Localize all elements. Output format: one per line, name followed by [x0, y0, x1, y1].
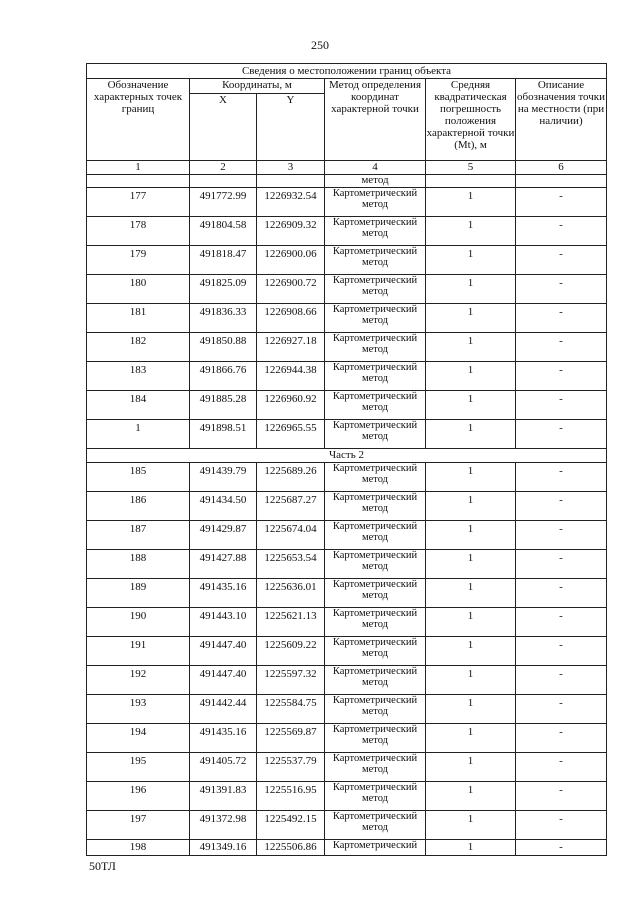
coord-y: 1226909.32: [257, 217, 325, 246]
description-cell: -: [516, 753, 607, 782]
empty-cell: [87, 175, 190, 188]
footer-code: 50ТЛ: [89, 859, 116, 873]
coord-y: 1226900.06: [257, 246, 325, 275]
column-number-row: [87, 161, 607, 175]
table-row: [87, 666, 607, 695]
method-cell: Картометрический метод: [325, 188, 426, 217]
column-number: 2: [190, 161, 257, 175]
method-cell: Картометрический метод: [325, 550, 426, 579]
accuracy-cell: 1: [426, 695, 516, 724]
method-cell: Картометрический метод: [325, 275, 426, 304]
method-cell: Картометрический метод: [325, 666, 426, 695]
coord-x: 491427.88: [190, 550, 257, 579]
point-number: 190: [87, 608, 190, 637]
description-cell: -: [516, 550, 607, 579]
accuracy-cell: 1: [426, 188, 516, 217]
coord-x: 491405.72: [190, 753, 257, 782]
coord-y: 1226908.66: [257, 304, 325, 333]
column-number: 6: [516, 161, 607, 175]
header-y: Y: [257, 94, 325, 161]
page-number: 250: [311, 38, 329, 52]
header-coordinates: Координаты, м: [190, 79, 325, 94]
description-cell: -: [516, 521, 607, 550]
accuracy-cell: 1: [426, 275, 516, 304]
coord-x: 491429.87: [190, 521, 257, 550]
header-designation: Обозначение характерных точек границ: [87, 79, 190, 161]
coord-x: 491349.16: [190, 840, 257, 856]
table-row: [87, 637, 607, 666]
description-cell: -: [516, 391, 607, 420]
method-cell: Картометрический метод: [325, 695, 426, 724]
accuracy-cell: 1: [426, 391, 516, 420]
coord-x: 491439.79: [190, 463, 257, 492]
point-number: 182: [87, 333, 190, 362]
description-cell: -: [516, 217, 607, 246]
coord-x: 491434.50: [190, 492, 257, 521]
point-number: 188: [87, 550, 190, 579]
header-description: Описание обозначения точки на местности (при наличии): [516, 79, 607, 161]
table-row: [87, 333, 607, 362]
point-number: 180: [87, 275, 190, 304]
description-cell: -: [516, 666, 607, 695]
point-number: 185: [87, 463, 190, 492]
coord-y: 1226932.54: [257, 188, 325, 217]
description-cell: -: [516, 637, 607, 666]
header-method: Метод определения координат характерной точки: [325, 79, 426, 161]
coord-y: 1225506.86: [257, 840, 325, 856]
method-cell: Картометрический метод: [325, 217, 426, 246]
table-row: [87, 275, 607, 304]
coord-y: 1225537.79: [257, 753, 325, 782]
table-row: [87, 811, 607, 840]
accuracy-cell: 1: [426, 362, 516, 391]
accuracy-cell: 1: [426, 550, 516, 579]
coord-x: 491447.40: [190, 637, 257, 666]
coord-y: 1225689.26: [257, 463, 325, 492]
method-cell: Картометрический: [325, 840, 426, 856]
table-row: [87, 695, 607, 724]
method-cell: Картометрический метод: [325, 521, 426, 550]
method-cell: Картометрический метод: [325, 333, 426, 362]
coord-x: 491804.58: [190, 217, 257, 246]
coord-x: 491372.98: [190, 811, 257, 840]
point-number: 191: [87, 637, 190, 666]
empty-cell: [257, 175, 325, 188]
header-x: X: [190, 94, 257, 161]
empty-cell: [426, 175, 516, 188]
table-row: [87, 550, 607, 579]
method-cell: Картометрический метод: [325, 463, 426, 492]
accuracy-cell: 1: [426, 782, 516, 811]
point-number: 194: [87, 724, 190, 753]
point-number: 181: [87, 304, 190, 333]
empty-cell: [516, 175, 607, 188]
method-cell: Картометрический метод: [325, 492, 426, 521]
coord-y: 1226900.72: [257, 275, 325, 304]
accuracy-cell: 1: [426, 666, 516, 695]
point-number: 1: [87, 420, 190, 449]
point-number: 178: [87, 217, 190, 246]
table-row: [87, 246, 607, 275]
table-row: [87, 782, 607, 811]
description-cell: -: [516, 333, 607, 362]
point-number: 183: [87, 362, 190, 391]
description-cell: -: [516, 275, 607, 304]
table-row: [87, 753, 607, 782]
accuracy-cell: 1: [426, 753, 516, 782]
description-cell: -: [516, 492, 607, 521]
accuracy-cell: 1: [426, 608, 516, 637]
table-row: [87, 217, 607, 246]
description-cell: -: [516, 811, 607, 840]
coord-x: 491772.99: [190, 188, 257, 217]
coord-y: 1225597.32: [257, 666, 325, 695]
method-cell: Картометрический метод: [325, 782, 426, 811]
coord-y: 1225584.75: [257, 695, 325, 724]
method-cell: Картометрический метод: [325, 753, 426, 782]
table-row: [87, 463, 607, 492]
header-accuracy: Средняя квадратическая погрешность положения характерной точки (Mt), м: [426, 79, 516, 161]
point-number: 187: [87, 521, 190, 550]
column-number: 5: [426, 161, 516, 175]
accuracy-cell: 1: [426, 492, 516, 521]
coord-x: 491866.76: [190, 362, 257, 391]
coord-y: 1226927.18: [257, 333, 325, 362]
point-number: 184: [87, 391, 190, 420]
table-row: [87, 579, 607, 608]
accuracy-cell: 1: [426, 579, 516, 608]
coord-x: 491443.10: [190, 608, 257, 637]
continued-method: метод: [325, 175, 426, 188]
column-number: 4: [325, 161, 426, 175]
description-cell: -: [516, 463, 607, 492]
point-number: 198: [87, 840, 190, 856]
part-2-label: Часть 2: [87, 449, 607, 463]
coord-x: 491836.33: [190, 304, 257, 333]
point-number: 177: [87, 188, 190, 217]
coord-y: 1225492.15: [257, 811, 325, 840]
continuation-row: [87, 175, 607, 188]
coord-x: 491898.51: [190, 420, 257, 449]
point-number: 196: [87, 782, 190, 811]
part-2-row: [87, 449, 607, 463]
table-row: [87, 492, 607, 521]
coord-x: 491391.83: [190, 782, 257, 811]
accuracy-cell: 1: [426, 521, 516, 550]
description-cell: -: [516, 362, 607, 391]
empty-cell: [190, 175, 257, 188]
table-title: Сведения о местоположении границ объекта: [87, 64, 607, 79]
point-number: 193: [87, 695, 190, 724]
method-cell: Картометрический метод: [325, 420, 426, 449]
table-row: [87, 188, 607, 217]
accuracy-cell: 1: [426, 304, 516, 333]
column-number: 1: [87, 161, 190, 175]
method-cell: Картометрический метод: [325, 608, 426, 637]
accuracy-cell: 1: [426, 637, 516, 666]
accuracy-cell: 1: [426, 724, 516, 753]
method-cell: Картометрический метод: [325, 579, 426, 608]
description-cell: -: [516, 246, 607, 275]
coord-y: 1225569.87: [257, 724, 325, 753]
table-row: [87, 391, 607, 420]
description-cell: -: [516, 188, 607, 217]
method-cell: Картометрический метод: [325, 304, 426, 333]
table-row: [87, 362, 607, 391]
method-cell: Картометрический метод: [325, 391, 426, 420]
description-cell: -: [516, 782, 607, 811]
point-number: 179: [87, 246, 190, 275]
accuracy-cell: 1: [426, 246, 516, 275]
table-title-row: [87, 64, 607, 79]
coord-y: 1225621.13: [257, 608, 325, 637]
accuracy-cell: 1: [426, 840, 516, 856]
coord-x: 491818.47: [190, 246, 257, 275]
table-row: [87, 724, 607, 753]
table-row: [87, 304, 607, 333]
coord-y: 1225609.22: [257, 637, 325, 666]
coord-x: 491435.16: [190, 724, 257, 753]
coord-y: 1225636.01: [257, 579, 325, 608]
description-cell: -: [516, 608, 607, 637]
table-row: [87, 521, 607, 550]
coord-x: 491825.09: [190, 275, 257, 304]
coord-x: 491885.28: [190, 391, 257, 420]
accuracy-cell: 1: [426, 463, 516, 492]
column-number: 3: [257, 161, 325, 175]
coord-x: 491447.40: [190, 666, 257, 695]
point-number: 192: [87, 666, 190, 695]
method-cell: Картометрический метод: [325, 724, 426, 753]
method-cell: Картометрический метод: [325, 811, 426, 840]
point-number: 189: [87, 579, 190, 608]
method-cell: Картометрический метод: [325, 362, 426, 391]
point-number: 195: [87, 753, 190, 782]
coord-x: 491442.44: [190, 695, 257, 724]
coord-y: 1226944.38: [257, 362, 325, 391]
coord-x: 491850.88: [190, 333, 257, 362]
point-number: 197: [87, 811, 190, 840]
method-cell: Картометрический метод: [325, 246, 426, 275]
table-row: [87, 608, 607, 637]
table-row: [87, 420, 607, 449]
table-row: [87, 840, 607, 856]
coord-y: 1225674.04: [257, 521, 325, 550]
accuracy-cell: 1: [426, 333, 516, 362]
description-cell: -: [516, 695, 607, 724]
header-row: [87, 79, 607, 94]
coord-y: 1226960.92: [257, 391, 325, 420]
description-cell: -: [516, 304, 607, 333]
coord-y: 1225516.95: [257, 782, 325, 811]
coord-x: 491435.16: [190, 579, 257, 608]
coord-y: 1225653.54: [257, 550, 325, 579]
point-number: 186: [87, 492, 190, 521]
coord-y: 1226965.55: [257, 420, 325, 449]
description-cell: -: [516, 420, 607, 449]
accuracy-cell: 1: [426, 420, 516, 449]
accuracy-cell: 1: [426, 217, 516, 246]
description-cell: -: [516, 840, 607, 856]
method-cell: Картометрический метод: [325, 637, 426, 666]
coord-y: 1225687.27: [257, 492, 325, 521]
description-cell: -: [516, 579, 607, 608]
boundary-points-table: [86, 63, 607, 856]
description-cell: -: [516, 724, 607, 753]
accuracy-cell: 1: [426, 811, 516, 840]
